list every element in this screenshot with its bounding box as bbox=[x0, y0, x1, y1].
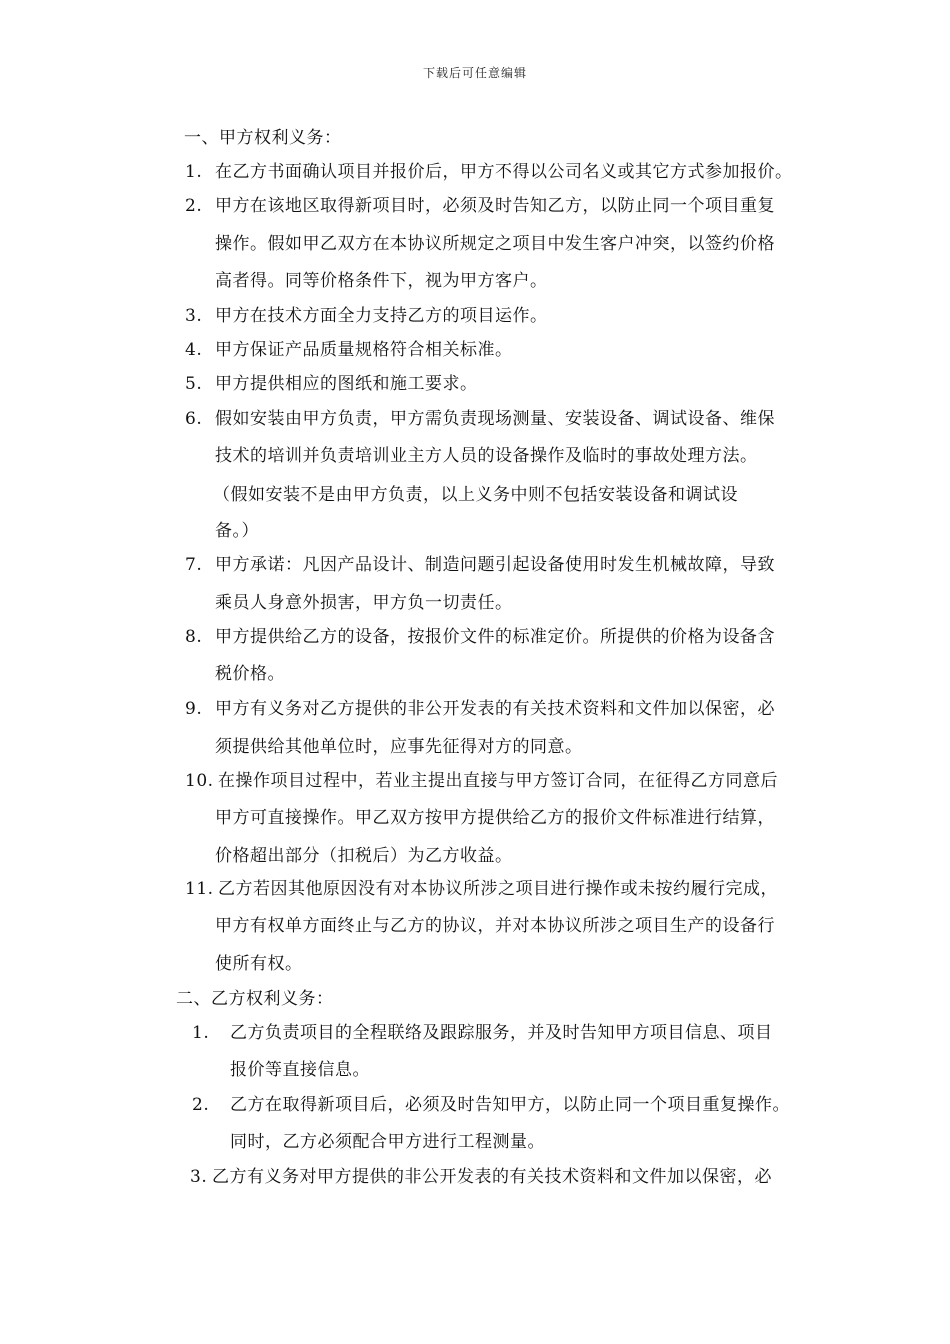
s1-item4-num: 4. bbox=[185, 340, 203, 360]
s1-item3-num: 3. bbox=[185, 306, 203, 326]
s1-item11-line1: 11. 乙方若因其他原因没有对本协议所涉之项目进行操作或未按约履行完成， bbox=[185, 879, 778, 899]
s1-item10-line2: 甲方可直接操作。甲乙双方按甲方提供给乙方的报价文件标准进行结算， bbox=[215, 808, 775, 828]
s1-item5-line1: 5. 甲方提供相应的图纸和施工要求。 bbox=[185, 374, 478, 394]
s1-item11-line3: 使所有权。 bbox=[215, 954, 303, 974]
s1-item9-num: 9. bbox=[185, 699, 203, 719]
s2-item2-num: 2. bbox=[192, 1095, 210, 1115]
s1-item11-line2: 甲方有权单方面终止与乙方的协议，并对本协议所涉之项目生产的设备行 bbox=[215, 916, 775, 936]
s1-item6-line2: 技术的培训并负责培训业主方人员的设备操作及临时的事故处理方法。 bbox=[215, 446, 758, 466]
s1-item2-line2: 操作。假如甲乙双方在本协议所规定之项目中发生客户冲突，以签约价格 bbox=[215, 234, 775, 254]
s1-item2-line3: 高者得。同等价格条件下，视为甲方客户。 bbox=[215, 271, 548, 291]
s2-item3-line1: 3. 乙方有义务对甲方提供的非公开发表的有关技术资料和文件加以保密，必 bbox=[190, 1167, 772, 1187]
s2-item2-line2: 同时，乙方必须配合甲方进行工程测量。 bbox=[230, 1132, 545, 1152]
s1-item8-num: 8. bbox=[185, 627, 203, 647]
s1-item10-num: 10. bbox=[185, 771, 214, 791]
s2-item3-num: 3. bbox=[190, 1167, 208, 1187]
s2-item1-line2: 报价等直接信息。 bbox=[230, 1060, 370, 1080]
s1-item7-line1: 7. 甲方承诺：凡因产品设计、制造问题引起设备使用时发生机械故障，导致 bbox=[185, 555, 775, 575]
s1-item7-line2: 乘员人身意外损害，甲方负一切责任。 bbox=[215, 593, 513, 613]
s1-item6-num: 6. bbox=[185, 409, 203, 429]
s2-item2-line1: 2. 乙方在取得新项目后，必须及时告知甲方，以防止同一个项目重复操作。 bbox=[192, 1095, 790, 1115]
s1-item7-num: 7. bbox=[185, 555, 203, 575]
s2-item1-line1: 1. 乙方负责项目的全程联络及跟踪服务，并及时告知甲方项目信息、项目 bbox=[192, 1023, 773, 1043]
s1-item6-line4: 备。） bbox=[215, 521, 259, 541]
s1-item10-line1: 10. 在操作项目过程中，若业主提出直接与甲方签订合同，在征得乙方同意后 bbox=[185, 771, 778, 791]
section1-title: 一、甲方权利义务： bbox=[184, 128, 342, 148]
s1-item9-line1: 9. 甲方有义务对乙方提供的非公开发表的有关技术资料和文件加以保密，必 bbox=[185, 699, 775, 719]
s1-item1-num: 1. bbox=[185, 162, 203, 182]
s1-item6-line1: 6. 假如安装由甲方负责，甲方需负责现场测量、安装设备、调试设备、维保 bbox=[185, 409, 775, 429]
section2-title: 二、乙方权利义务： bbox=[176, 989, 334, 1009]
s1-item10-line3: 价格超出部分（扣税后）为乙方收益。 bbox=[215, 846, 513, 866]
s1-item4-line1: 4. 甲方保证产品质量规格符合相关标准。 bbox=[185, 340, 513, 360]
s1-item8-line2: 税价格。 bbox=[215, 664, 285, 684]
s1-item2-line1: 2. 甲方在该地区取得新项目时，必须及时告知乙方，以防止同一个项目重复 bbox=[185, 196, 775, 216]
s1-item11-num: 11. bbox=[185, 879, 214, 899]
s1-item8-line1: 8. 甲方提供给乙方的设备，按报价文件的标准定价。所提供的价格为设备含 bbox=[185, 627, 775, 647]
s1-item6-line3: （假如安装不是由甲方负责，以上义务中则不包括安装设备和调试设 bbox=[213, 485, 738, 505]
s1-item5-num: 5. bbox=[185, 374, 203, 394]
s1-item3-line1: 3. 甲方在技术方面全力支持乙方的项目运作。 bbox=[185, 306, 548, 326]
s1-item1-line1: 1. 在乙方书面确认项目并报价后，甲方不得以公司名义或其它方式参加报价。 bbox=[185, 162, 793, 182]
s2-item1-num: 1. bbox=[192, 1023, 210, 1043]
s1-item2-num: 2. bbox=[185, 196, 203, 216]
s1-item9-line2: 须提供给其他单位时，应事先征得对方的同意。 bbox=[215, 737, 583, 757]
page-header: 下载后可任意编辑 bbox=[422, 66, 527, 80]
